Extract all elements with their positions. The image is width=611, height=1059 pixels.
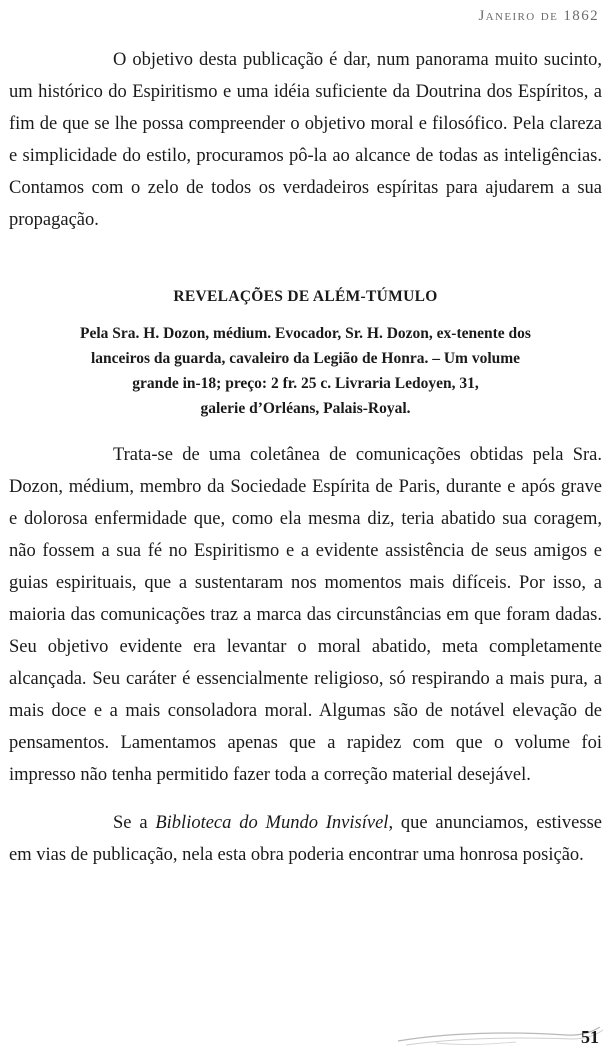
credits-line: grande in-18; preço: 2 fr. 25 c. Livraria Ledoyen, 31,: [132, 375, 479, 392]
credits-line: Pela Sra. H. Dozon, médium. Evocador, Sr. H. Dozon, ex-tenente dos: [80, 325, 531, 342]
running-header: Janeiro de 1862: [478, 8, 599, 24]
footer-ornament: [396, 1023, 606, 1049]
section-title: REVELAÇÕES DE ALÉM-TÚMULO: [173, 288, 438, 305]
page-content: [9, 44, 602, 871]
closing-text-before: Se a: [113, 813, 156, 833]
page-number: 51: [581, 1027, 599, 1047]
section-credits: [9, 321, 602, 421]
review-paragraph: Trata-se de uma coletânea de comunicações obtidas pela Sra. Dozon, médium, membro da Sociedade Espírita de Paris, durante e após grave e dolorosa enfermidade que, como ela mesma diz, teria abatido sua coragem, não fossem a sua fé no Espiritismo e a evidente assistência de seus amigos e guias espirituais, que a sustentaram nos momentos mais difíceis. Por isso, a maioria das comunicações traz a marca das circunstâncias em que foram dadas. Seu objetivo evidente era levantar o moral abatido, meta completamente alcançada. Seu caráter é essencialmente religioso, só respirando a mais pura, a mais doce e a mais consoladora moral. Algumas são de notável elevação de pensamentos. Lamentamos apenas que a rapidez com que o volume foi impresso não tenha permitido fazer toda a correção material desejável.: [9, 445, 602, 785]
library-title: Biblioteca do Mundo Invisível: [155, 813, 389, 833]
intro-paragraph: O objetivo desta publicação é dar, num panorama muito sucinto, um histórico do Espiritismo e uma idéia suficiente da Doutrina dos Espíritos, a fim de que se lhe possa compreender o objetivo moral e filosófico. Pela clareza e simplicidade do estilo, procuramos pô-la ao alcance de todas as inteligências. Contamos com o zelo de todos os verdadeiros espíritas para ajudarem a sua propagação.: [9, 50, 602, 230]
credits-line: lanceiros da guarda, cavaleiro da Legião de Honra. – Um volume: [90, 350, 521, 367]
closing-text-after: , que anunciamos, estivesse em vias de publicação, nela esta obra poderia encontrar uma honrosa posição.: [9, 813, 602, 865]
closing-paragraph: [9, 807, 602, 871]
credits-line: galerie d’Orléans, Palais-Royal.: [200, 400, 411, 417]
